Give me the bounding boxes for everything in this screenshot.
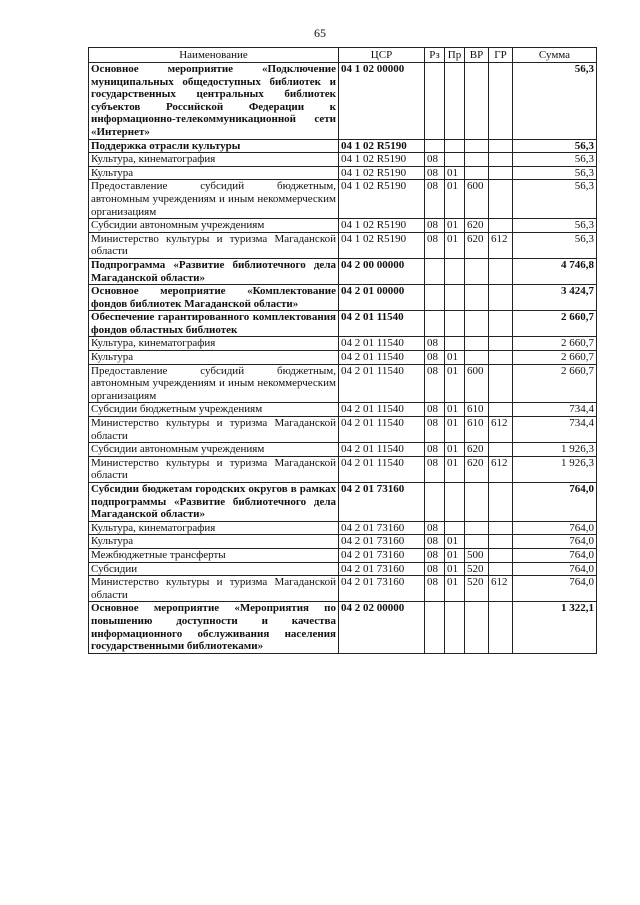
row-name: Субсидии автономным учреждениям <box>89 219 339 233</box>
row-pr <box>445 521 465 535</box>
row-name: Министерство культуры и туризма Магаданской области <box>89 576 339 602</box>
row-rz <box>425 63 445 140</box>
row-csr: 04 2 01 11540 <box>339 337 425 351</box>
row-gr <box>489 602 513 653</box>
row-csr: 04 2 01 11540 <box>339 311 425 337</box>
row-csr: 04 2 02 00000 <box>339 602 425 653</box>
row-name: Культура, кинематография <box>89 337 339 351</box>
row-vr: 620 <box>465 232 489 258</box>
row-vr <box>465 337 489 351</box>
row-csr: 04 1 02 R5190 <box>339 219 425 233</box>
row-sum: 734,4 <box>513 403 597 417</box>
table-row <box>89 364 597 403</box>
row-gr <box>489 337 513 351</box>
row-sum: 764,0 <box>513 548 597 562</box>
row-gr <box>489 63 513 140</box>
row-csr: 04 2 01 11540 <box>339 456 425 482</box>
row-name: Основное мероприятие «Подключение муниципальных общедоступных библиотек и государственных центральных библиотек субъектов Российской Федерации к информационно-телекоммуникационной сети «Интернет» <box>89 63 339 140</box>
row-vr: 620 <box>465 219 489 233</box>
row-sum: 2 660,7 <box>513 337 597 351</box>
row-pr: 01 <box>445 417 465 443</box>
row-pr <box>445 139 465 153</box>
row-sum: 1 926,3 <box>513 456 597 482</box>
row-gr <box>489 403 513 417</box>
row-pr <box>445 285 465 311</box>
row-csr: 04 1 02 R5190 <box>339 180 425 219</box>
row-sum: 56,3 <box>513 139 597 153</box>
row-sum: 764,0 <box>513 483 597 522</box>
row-gr: 612 <box>489 417 513 443</box>
row-vr: 610 <box>465 403 489 417</box>
table-header <box>89 48 597 63</box>
page-number: 65 <box>314 26 326 40</box>
row-csr: 04 2 01 73160 <box>339 483 425 522</box>
table-row <box>89 602 597 653</box>
row-csr: 04 1 02 00000 <box>339 63 425 140</box>
row-rz: 08 <box>425 180 445 219</box>
table-row <box>89 232 597 258</box>
row-name: Культура <box>89 166 339 180</box>
row-vr: 520 <box>465 562 489 576</box>
row-rz: 08 <box>425 443 445 457</box>
table-row <box>89 417 597 443</box>
row-name: Поддержка отрасли культуры <box>89 139 339 153</box>
row-gr <box>489 180 513 219</box>
table-row <box>89 63 597 140</box>
row-name: Субсидии бюджетам городских округов в рамках подпрограммы «Развитие библиотечного дела Магаданской области» <box>89 483 339 522</box>
row-csr: 04 1 02 R5190 <box>339 166 425 180</box>
header-rz: Рз <box>425 48 445 63</box>
table-row <box>89 337 597 351</box>
row-sum: 764,0 <box>513 521 597 535</box>
row-pr <box>445 311 465 337</box>
row-csr: 04 2 01 11540 <box>339 403 425 417</box>
row-rz: 08 <box>425 548 445 562</box>
row-sum: 1 926,3 <box>513 443 597 457</box>
row-csr: 04 2 01 11540 <box>339 417 425 443</box>
row-gr <box>489 258 513 284</box>
row-csr: 04 1 02 R5190 <box>339 232 425 258</box>
row-sum: 3 424,7 <box>513 285 597 311</box>
row-csr: 04 2 01 11540 <box>339 443 425 457</box>
table-row <box>89 483 597 522</box>
header-vr: ВР <box>465 48 489 63</box>
row-rz <box>425 311 445 337</box>
row-name: Субсидии <box>89 562 339 576</box>
table-row <box>89 548 597 562</box>
row-rz: 08 <box>425 562 445 576</box>
row-pr: 01 <box>445 219 465 233</box>
row-name: Культура, кинематография <box>89 521 339 535</box>
row-gr: 612 <box>489 232 513 258</box>
row-gr <box>489 521 513 535</box>
row-name: Культура <box>89 351 339 365</box>
row-gr <box>489 443 513 457</box>
table-row <box>89 180 597 219</box>
row-csr: 04 2 01 73160 <box>339 548 425 562</box>
row-vr <box>465 153 489 167</box>
row-rz: 08 <box>425 403 445 417</box>
row-vr <box>465 139 489 153</box>
row-gr <box>489 139 513 153</box>
table-row <box>89 285 597 311</box>
table-row <box>89 139 597 153</box>
row-name: Межбюджетные трансферты <box>89 548 339 562</box>
row-sum: 764,0 <box>513 535 597 549</box>
row-vr <box>465 521 489 535</box>
table-row <box>89 166 597 180</box>
row-vr <box>465 285 489 311</box>
row-csr: 04 1 02 R5190 <box>339 153 425 167</box>
row-sum: 56,3 <box>513 219 597 233</box>
row-name: Предоставление субсидий бюджетным, автономным учреждениям и иным некоммерческим организациям <box>89 180 339 219</box>
row-name: Обеспечение гарантированного комплектования фондов областных библиотек <box>89 311 339 337</box>
row-rz: 08 <box>425 337 445 351</box>
row-gr <box>489 351 513 365</box>
header-name: Наименование <box>89 48 339 63</box>
row-rz: 08 <box>425 351 445 365</box>
row-vr: 620 <box>465 443 489 457</box>
row-gr: 612 <box>489 576 513 602</box>
table-row <box>89 311 597 337</box>
header-sum: Сумма <box>513 48 597 63</box>
row-gr <box>489 153 513 167</box>
row-pr <box>445 337 465 351</box>
row-csr: 04 2 01 73160 <box>339 521 425 535</box>
row-vr: 600 <box>465 180 489 219</box>
row-csr: 04 2 00 00000 <box>339 258 425 284</box>
row-csr: 04 2 01 73160 <box>339 535 425 549</box>
row-gr <box>489 166 513 180</box>
row-sum: 1 322,1 <box>513 602 597 653</box>
table-row <box>89 521 597 535</box>
row-vr: 610 <box>465 417 489 443</box>
row-pr <box>445 63 465 140</box>
row-vr <box>465 166 489 180</box>
row-csr: 04 2 01 11540 <box>339 351 425 365</box>
row-rz: 08 <box>425 232 445 258</box>
row-name: Культура <box>89 535 339 549</box>
row-sum: 764,0 <box>513 562 597 576</box>
row-vr <box>465 602 489 653</box>
row-sum: 2 660,7 <box>513 311 597 337</box>
header-gr: ГР <box>489 48 513 63</box>
table-row <box>89 351 597 365</box>
row-sum: 4 746,8 <box>513 258 597 284</box>
row-sum: 56,3 <box>513 63 597 140</box>
row-rz <box>425 258 445 284</box>
row-gr <box>489 562 513 576</box>
table-body <box>89 63 597 654</box>
row-gr <box>489 285 513 311</box>
table-row <box>89 258 597 284</box>
row-vr <box>465 258 489 284</box>
row-name: Министерство культуры и туризма Магаданской области <box>89 232 339 258</box>
row-name: Основное мероприятие «Комплектование фондов библиотек Магаданской области» <box>89 285 339 311</box>
row-gr <box>489 483 513 522</box>
row-rz: 08 <box>425 417 445 443</box>
row-csr: 04 2 01 73160 <box>339 576 425 602</box>
row-rz: 08 <box>425 576 445 602</box>
row-csr: 04 1 02 R5190 <box>339 139 425 153</box>
row-name: Субсидии автономным учреждениям <box>89 443 339 457</box>
row-vr <box>465 483 489 522</box>
row-gr <box>489 311 513 337</box>
row-sum: 56,3 <box>513 180 597 219</box>
row-pr <box>445 602 465 653</box>
row-sum: 2 660,7 <box>513 351 597 365</box>
row-pr: 01 <box>445 364 465 403</box>
row-gr <box>489 548 513 562</box>
row-rz: 08 <box>425 364 445 403</box>
table-row <box>89 443 597 457</box>
row-name: Предоставление субсидий бюджетным, автономным учреждениям и иным некоммерческим организациям <box>89 364 339 403</box>
header-pr: Пр <box>445 48 465 63</box>
row-name: Основное мероприятие «Мероприятия по повышению доступности и качества информационного обслуживания населения государственными библиотеками» <box>89 602 339 653</box>
row-pr: 01 <box>445 535 465 549</box>
row-sum: 734,4 <box>513 417 597 443</box>
row-name: Министерство культуры и туризма Магаданской области <box>89 417 339 443</box>
row-rz: 08 <box>425 153 445 167</box>
row-rz: 08 <box>425 219 445 233</box>
table-row <box>89 403 597 417</box>
header-row <box>89 48 597 63</box>
row-csr: 04 2 01 73160 <box>339 562 425 576</box>
row-pr <box>445 153 465 167</box>
row-pr: 01 <box>445 456 465 482</box>
row-vr: 620 <box>465 456 489 482</box>
row-pr: 01 <box>445 548 465 562</box>
row-rz: 08 <box>425 456 445 482</box>
row-sum: 2 660,7 <box>513 364 597 403</box>
row-sum: 56,3 <box>513 232 597 258</box>
row-sum: 56,3 <box>513 166 597 180</box>
table-row <box>89 153 597 167</box>
row-pr: 01 <box>445 166 465 180</box>
row-pr: 01 <box>445 403 465 417</box>
row-vr: 520 <box>465 576 489 602</box>
row-pr <box>445 483 465 522</box>
row-sum: 56,3 <box>513 153 597 167</box>
row-csr: 04 2 01 00000 <box>339 285 425 311</box>
header-csr: ЦСР <box>339 48 425 63</box>
row-rz: 08 <box>425 521 445 535</box>
row-vr <box>465 311 489 337</box>
row-vr <box>465 535 489 549</box>
row-rz <box>425 483 445 522</box>
table-row <box>89 576 597 602</box>
row-vr: 600 <box>465 364 489 403</box>
row-pr: 01 <box>445 443 465 457</box>
row-pr: 01 <box>445 180 465 219</box>
row-pr: 01 <box>445 351 465 365</box>
row-sum: 764,0 <box>513 576 597 602</box>
row-rz: 08 <box>425 166 445 180</box>
row-gr <box>489 364 513 403</box>
row-pr <box>445 258 465 284</box>
row-vr <box>465 63 489 140</box>
row-rz <box>425 139 445 153</box>
row-pr: 01 <box>445 232 465 258</box>
table-row <box>89 535 597 549</box>
row-rz: 08 <box>425 535 445 549</box>
row-name: Культура, кинематография <box>89 153 339 167</box>
row-gr <box>489 535 513 549</box>
row-gr <box>489 219 513 233</box>
row-pr: 01 <box>445 576 465 602</box>
table-row <box>89 456 597 482</box>
table-row <box>89 219 597 233</box>
row-pr: 01 <box>445 562 465 576</box>
row-name: Министерство культуры и туризма Магаданской области <box>89 456 339 482</box>
row-name: Субсидии бюджетным учреждениям <box>89 403 339 417</box>
row-vr: 500 <box>465 548 489 562</box>
row-gr: 612 <box>489 456 513 482</box>
row-rz <box>425 602 445 653</box>
budget-table <box>88 47 597 654</box>
row-name: Подпрограмма «Развитие библиотечного дела Магаданской области» <box>89 258 339 284</box>
row-vr <box>465 351 489 365</box>
row-csr: 04 2 01 11540 <box>339 364 425 403</box>
row-rz <box>425 285 445 311</box>
table-row <box>89 562 597 576</box>
